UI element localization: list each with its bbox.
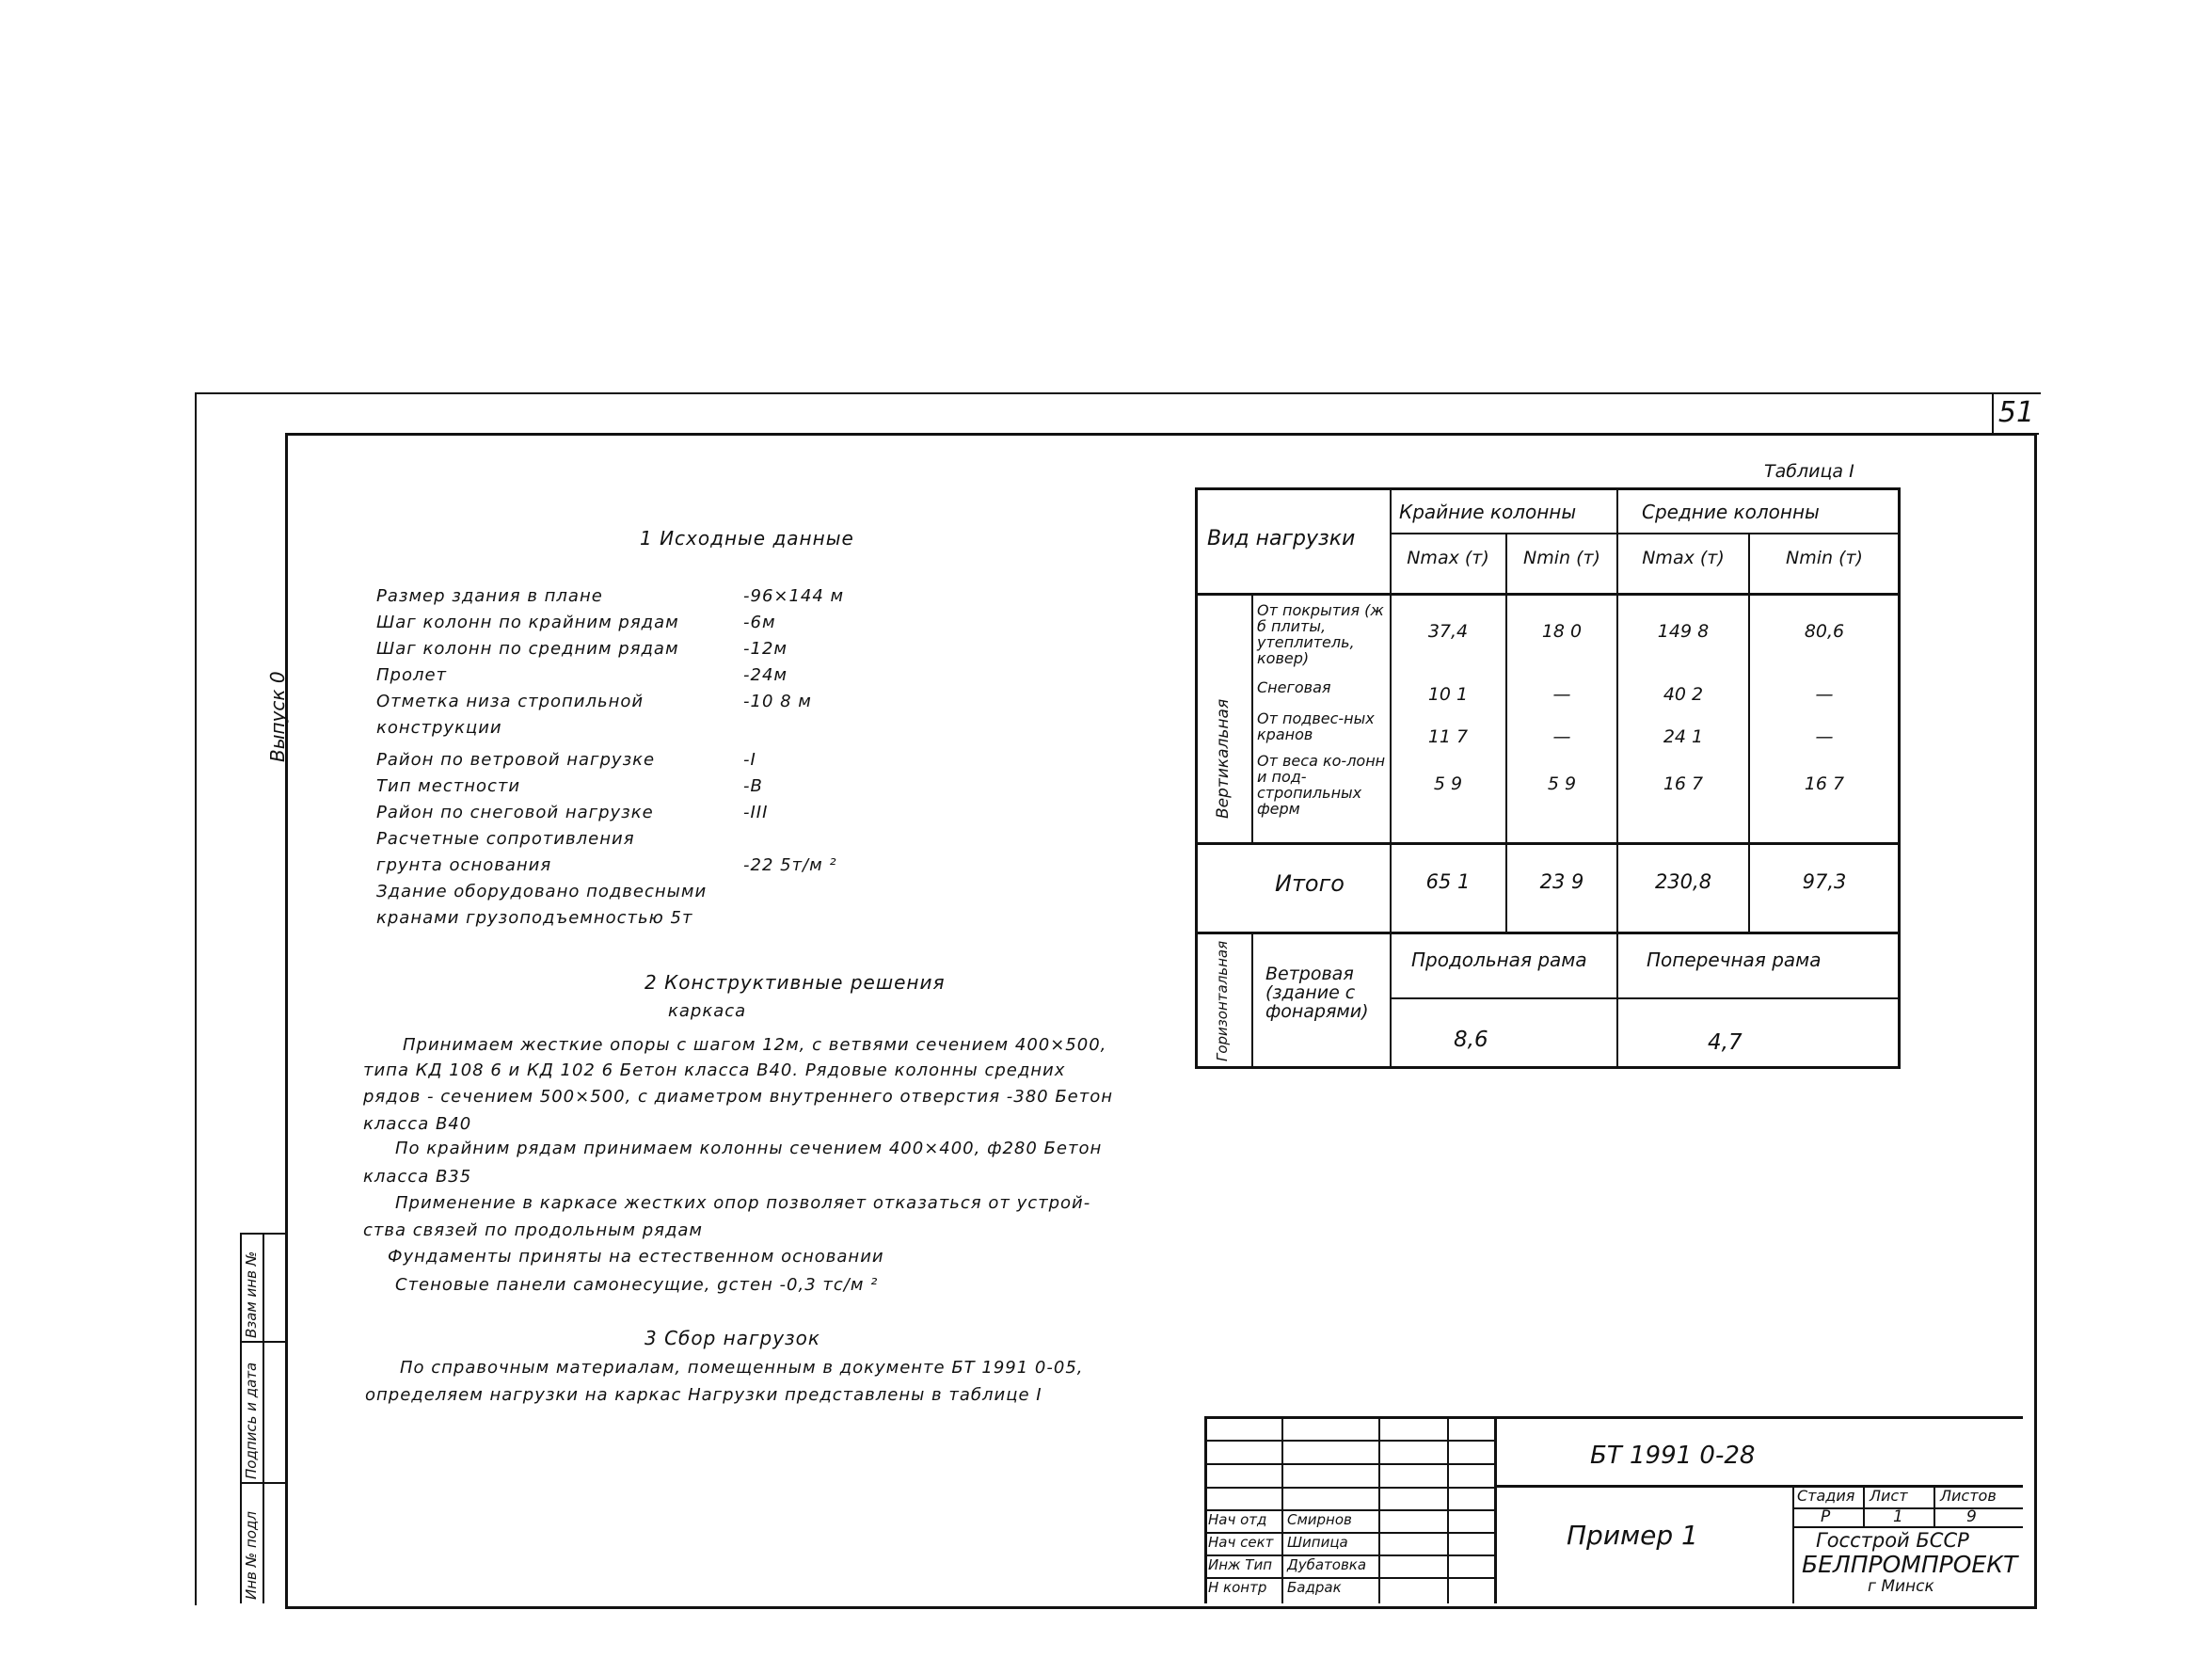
load-row-value: 5 9 xyxy=(1547,773,1577,794)
load-row-value: 5 9 xyxy=(1433,773,1463,794)
subheader-outer-nmax: Nmax (т) xyxy=(1407,548,1489,568)
group-middle-columns: Средние колонны xyxy=(1642,501,1820,523)
paragraph-line: Стеновые панели самонесущие, gстен -0,3 тс/м ² xyxy=(395,1275,879,1295)
param-value: -12м xyxy=(743,639,788,659)
param-label: грунта основания xyxy=(376,855,552,875)
horizontal-section-label: Горизонтальная xyxy=(1214,940,1231,1061)
paragraph-line: класса В35 xyxy=(363,1167,472,1187)
param-value: -В xyxy=(743,776,763,796)
param-label: кранами грузоподъемностью 5т xyxy=(376,908,693,928)
param-label: Здание оборудовано подвесными xyxy=(376,882,708,901)
group-outer-columns: Крайние колонны xyxy=(1399,501,1577,523)
section3-line-2: определяем нагрузки на каркас Нагрузки представлены в таблице I xyxy=(365,1385,1042,1405)
wind-header-transverse: Поперечная рама xyxy=(1647,949,1822,971)
load-row-name: От подвес-ных кранов xyxy=(1257,709,1375,743)
param-label: Шаг колонн по крайним рядам xyxy=(376,613,679,632)
signer-name: Дубатовка xyxy=(1287,1556,1367,1573)
param-label: Расчетные сопротивления xyxy=(376,829,635,849)
total-value: 65 1 xyxy=(1425,870,1471,893)
sheets-header: Листов xyxy=(1940,1487,1997,1505)
load-row-value: 40 2 xyxy=(1663,684,1704,705)
load-row-value: — xyxy=(1552,684,1571,705)
paragraph-line: Фундаменты приняты на естественном основании xyxy=(388,1247,884,1267)
load-row-value: 16 7 xyxy=(1663,773,1704,794)
sheets-value: 9 xyxy=(1966,1507,1977,1526)
section3-heading: 3 Сбор нагрузок xyxy=(645,1327,820,1349)
section2-heading-sub: каркаса xyxy=(668,1001,747,1021)
load-row-name: От покрытия (ж б плиты, утеплитель, ковер) xyxy=(1257,601,1384,667)
param-value: -10 8 м xyxy=(743,692,812,711)
paragraph-line: типа КД 108 6 и КД 102 6 Бетон класса В40. Рядовые колонны средних xyxy=(363,1060,1066,1080)
param-value: -6м xyxy=(743,613,776,632)
load-row-value: 10 1 xyxy=(1427,684,1469,705)
signer-role: Нач сект xyxy=(1208,1534,1274,1551)
load-row-name: Снеговая xyxy=(1257,678,1331,696)
stage-header: Стадия xyxy=(1797,1487,1855,1505)
paragraph-line: рядов - сечением 500×500, с диаметром внутреннего отверстия -380 Бетон xyxy=(363,1087,1114,1107)
total-value: 97,3 xyxy=(1802,870,1847,893)
param-label: Размер здания в плане xyxy=(376,586,603,606)
wind-value-transverse: 4,7 xyxy=(1708,1030,1743,1055)
subheader-outer-nmin: Nmin (т) xyxy=(1523,548,1600,568)
param-value: -I xyxy=(743,750,756,770)
param-value: -24м xyxy=(743,665,788,685)
side-label: Выпуск 0 xyxy=(266,671,289,762)
signer-name: Бадрак xyxy=(1287,1579,1342,1596)
param-value: -22 5т/м ² xyxy=(743,855,837,875)
paragraph-line: класса В40 xyxy=(363,1114,472,1134)
signer-role: Инж Тип xyxy=(1208,1556,1273,1573)
param-value: -96×144 м xyxy=(743,586,845,606)
param-label: Шаг колонн по средним рядам xyxy=(376,639,679,659)
page-number: 51 xyxy=(1992,392,2039,435)
strip-replaced-label: Взам инв № xyxy=(243,1251,260,1338)
strip-signature-label: Подпись и дата xyxy=(243,1362,260,1479)
paragraph-line: Принимаем жесткие опоры с шагом 12м, с ветвями сечением 400×500, xyxy=(403,1035,1107,1055)
param-label: Тип местности xyxy=(376,776,521,796)
wind-load-name: Ветровая (здание с фонарями) xyxy=(1265,964,1369,1022)
sheet-header: Лист xyxy=(1870,1487,1908,1505)
load-row-value: 16 7 xyxy=(1804,773,1845,794)
signer-role: Нач отд xyxy=(1208,1511,1267,1528)
section1-heading: 1 Исходные данные xyxy=(640,527,854,550)
load-row-value: 24 1 xyxy=(1663,726,1704,747)
table-caption: Таблица I xyxy=(1764,461,1854,482)
signer-role: Н контр xyxy=(1208,1579,1267,1596)
param-label: Пролет xyxy=(376,665,448,685)
param-label: Отметка низа стропильной xyxy=(376,692,645,711)
load-row-value: 11 7 xyxy=(1427,726,1469,747)
total-label: Итого xyxy=(1275,870,1345,897)
param-value: -III xyxy=(743,803,769,822)
org-line-3: г Минск xyxy=(1868,1577,1934,1596)
section2-heading: 2 Конструктивные решения xyxy=(645,971,946,994)
signer-name: Шипица xyxy=(1287,1534,1348,1551)
paragraph-line: Применение в каркасе жестких опор позволяет отказаться от устрой- xyxy=(395,1193,1091,1213)
org-line-1: Госстрой БССР xyxy=(1816,1529,1969,1552)
strip-inv-label: Инв № подл xyxy=(243,1511,260,1600)
stage-value: Р xyxy=(1821,1507,1831,1526)
vertical-section-label: Вертикальная xyxy=(1214,698,1233,819)
load-row-value: — xyxy=(1815,726,1834,747)
paragraph-line: По крайним рядам принимаем колонны сечением 400×400, ф280 Бетон xyxy=(395,1139,1103,1158)
load-row-value: 18 0 xyxy=(1541,621,1583,642)
signer-name: Смирнов xyxy=(1287,1511,1352,1528)
subheader-middle-nmax: Nmax (т) xyxy=(1642,548,1725,568)
sheet-value: 1 xyxy=(1893,1507,1903,1526)
wind-header-longitudinal: Продольная рама xyxy=(1411,949,1587,971)
paragraph-line: ства связей по продольным рядам xyxy=(363,1220,704,1240)
wind-value-longitudinal: 8,6 xyxy=(1454,1028,1488,1052)
load-row-name: От веса ко-лонн и под-стропильных ферм xyxy=(1257,752,1386,818)
param-label: Район по ветровой нагрузке xyxy=(376,750,656,770)
load-row-value: — xyxy=(1552,726,1571,747)
doc-code: БТ 1991 0-28 xyxy=(1590,1442,1756,1470)
sheet-title: Пример 1 xyxy=(1567,1520,1698,1551)
total-value: 230,8 xyxy=(1654,870,1712,893)
load-row-value: 80,6 xyxy=(1804,621,1845,642)
param-label: Район по снеговой нагрузке xyxy=(376,803,654,822)
load-row-value: 149 8 xyxy=(1657,621,1710,642)
load-row-value: — xyxy=(1815,684,1834,705)
org-line-2: БЕЛПРОМПРОЕКТ xyxy=(1802,1551,2018,1578)
param-label: конструкции xyxy=(376,718,502,738)
subheader-middle-nmin: Nmin (т) xyxy=(1786,548,1863,568)
load-row-value: 37,4 xyxy=(1427,621,1469,642)
section3-line-1: По справочным материалам, помещенным в документе БТ 1991 0-05, xyxy=(400,1358,1084,1378)
total-value: 23 9 xyxy=(1539,870,1584,893)
col-load-type: Вид нагрузки xyxy=(1207,527,1356,550)
inner-frame xyxy=(285,433,2037,1609)
